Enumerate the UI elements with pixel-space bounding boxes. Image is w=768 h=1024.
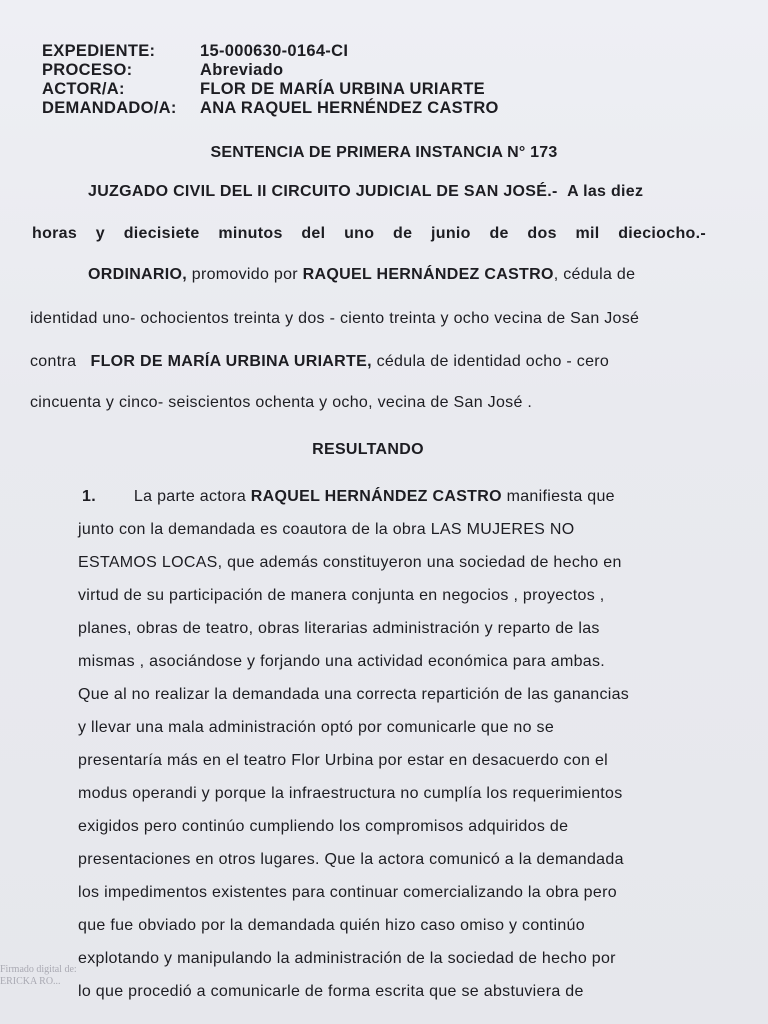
proceso-label: PROCESO: [42,61,133,79]
intro-line-2-word: horas [32,225,78,242]
intro-line-2-word: de [489,225,509,242]
intro-line-2-word: y [95,225,105,242]
intro-line-2-word: junio [431,225,471,242]
item1-text-pre: La parte actora [133,488,247,505]
item1-line-10: modus operandi y porque la infraestructura no cumplía los requerimientos [78,785,623,802]
item1-line-4: virtud de su participación de manera conjunta en negocios , proyectos , [78,587,605,604]
intro-line-2-word: de [393,225,413,242]
intro-line-2-word: del [301,225,326,242]
parties-text-1: promovido por [187,266,303,283]
proceso-row [42,61,499,80]
actor-row [42,80,499,99]
plaintiff-name: RAQUEL HERNÁNDEZ CASTRO [302,266,554,283]
parties-contra: contra [30,353,77,370]
demandado-label: DEMANDADO/A: [42,99,177,117]
intro-time-start: A las diez [567,183,644,200]
expediente-row [42,42,499,61]
proceso-value: Abreviado [200,61,284,79]
intro-line-2-word: diecisiete [123,225,200,242]
item1-line-16: lo que procedió a comunicarle de forma escrita que se abstuviera de [78,983,584,1000]
item1-line-7: Que al no realizar la demandada una correcta repartición de las ganancias [78,686,630,703]
item1-line-3: ESTAMOS LOCAS, que además constituyeron una sociedad de hecho en [78,554,622,571]
actor-label: ACTOR/A: [42,80,125,98]
item1-line-9: presentaría más en el teatro Flor Urbina por estar en desacuerdo con el [78,752,609,769]
case-header [42,42,499,118]
demandado-row [42,99,499,118]
expediente-value: 15-000630-0164-CI [200,42,349,60]
watermark-line-2: ERICKA RO... [0,976,61,987]
item1-line-11: exigidos pero continúo cumpliendo los compromisos adquiridos de [78,818,569,835]
item1-line-1 [82,488,615,506]
watermark-line-1: Firmado digital de: [0,964,77,975]
defendant-name: FLOR DE MARÍA URBINA URIARTE, [90,353,372,370]
demandado-value: ANA RAQUEL HERNÉNDEZ CASTRO [200,99,499,117]
parties-line-4: cincuenta y cinco- seiscientos ochenta y ocho, vecina de San José . [30,394,533,411]
intro-line-2-word: mil [575,225,600,242]
parties-line-3 [30,353,609,371]
parties-line-2: identidad uno- ochocientos treinta y dos - ciento treinta y ocho vecina de San José [30,310,640,327]
item-number: 1. [82,488,96,505]
item1-line-15: explotando y manipulando la administración de la sociedad de hecho por [78,950,616,967]
item1-line-12: presentaciones en otros lugares. Que la actora comunicó a la demandada [78,851,624,868]
item1-line-5: planes, obras de teatro, obras literarias administración y reparto de las [78,620,600,637]
item1-line-14: que fue obviado por la demandada quién hizo caso omiso y continúo [78,917,585,934]
parties-line-1 [88,266,635,284]
item1-line-13: los impedimentos existentes para continuar comercializando la obra pero [78,884,617,901]
intro-line-2-word: dos [527,225,557,242]
section-heading: RESULTANDO [312,441,424,458]
item1-text-post: manifiesta que [506,488,615,505]
intro-line-2-word: minutos [218,225,283,242]
intro-line-2 [32,225,706,243]
intro-line-2-word: uno [344,225,375,242]
item1-line-2: junto con la demandada es coautora de la obra LAS MUJERES NO [78,521,575,538]
expediente-label: EXPEDIENTE: [42,42,156,60]
digital-signature-watermark [0,964,77,988]
item1-actor-name: RAQUEL HERNÁNDEZ CASTRO [250,488,502,505]
item1-line-6: mismas , asociándose y forjando una actividad económica para ambas. [78,653,606,670]
intro-line-2-word: dieciocho.- [618,225,706,242]
sentence-title: SENTENCIA DE PRIMERA INSTANCIA N° 173 [210,144,558,161]
court-name: JUZGADO CIVIL DEL II CIRCUITO JUDICIAL DE SAN JOSÉ.- [88,183,558,200]
parties-text-3: cédula de identidad ocho - cero [376,353,610,370]
intro-line-1 [88,183,643,201]
actor-value: FLOR DE MARÍA URBINA URIARTE [200,80,485,98]
procedure-type: ORDINARIO, [88,266,187,283]
item1-line-8: y llevar una mala administración optó por comunicarle que no se [78,719,555,736]
parties-text-2: , cédula de [553,266,636,283]
